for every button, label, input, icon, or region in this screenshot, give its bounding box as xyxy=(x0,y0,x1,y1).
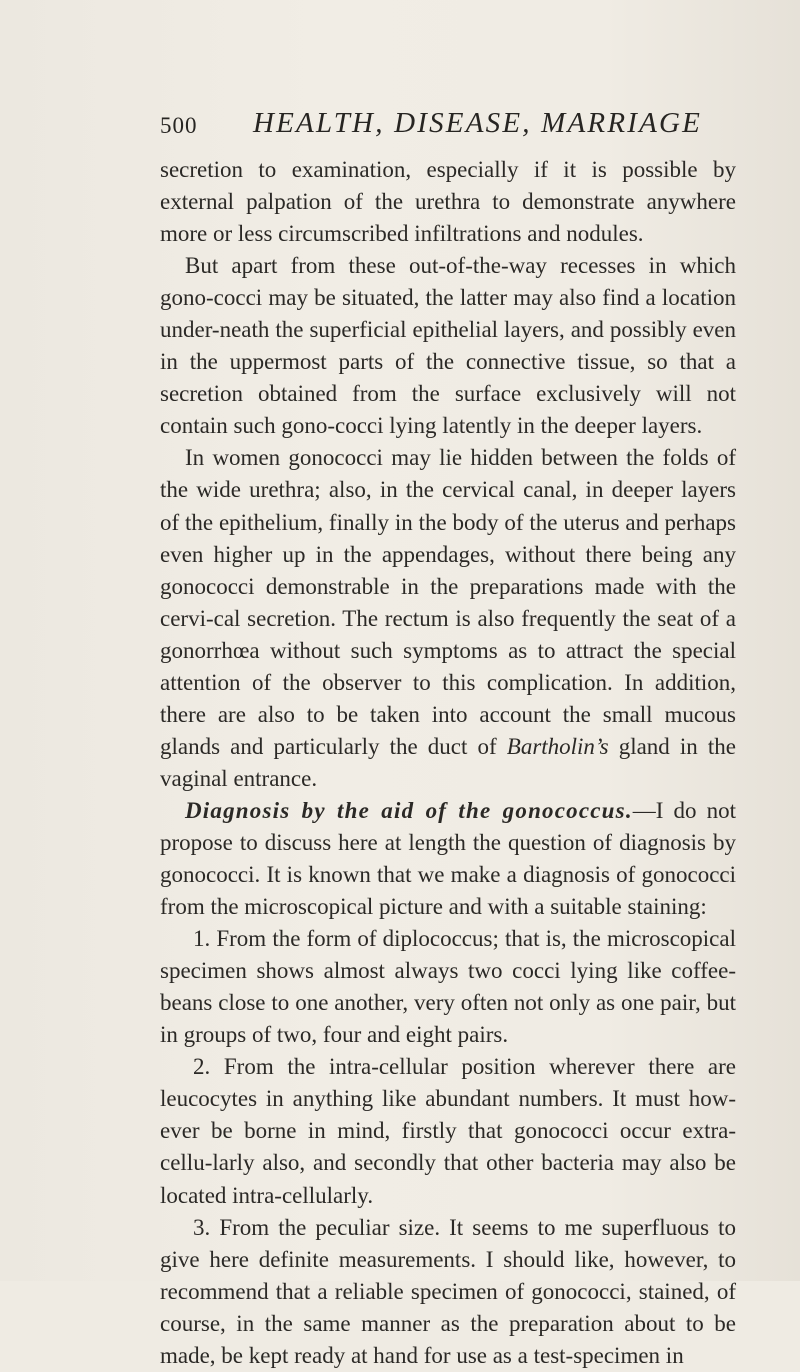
paragraph-diagnosis xyxy=(160,795,736,923)
paragraph-text: —I do not propose to discuss here at length the question of diagnosis by gonococci. It is known that we make a diagnosis of gonococci from the microscopical picture and with a suitable staining: xyxy=(160,797,736,920)
paragraph-gonococci-recesses: But apart from these out-of-the-way recesses in which gono-cocci may be situated, the latter may also find a location under-neath the superficial epithelial layers, and possibly even in the uppermost parts of the connective tissue, so that a secretion obtained from the surface exclusively will not contain such gono-cocci lying latently in the deeper layers. xyxy=(160,253,736,439)
list-item-position: 2. From the intra-cellular position wherever there are leucocytes in anything like abundant numbers. It must how-ever be borne in mind, firstly that gonococci occur extra-cellu-larly also, and secondly that other bacteria may also be located intra-cellularly. xyxy=(160,1054,736,1208)
list-item-form: 1. From the form of diplococcus; that is, the microscopical specimen shows almost always two cocci lying like coffee-beans close to one another, very often not only as one pair, but in groups of two, four and eight pairs. xyxy=(160,926,736,1048)
page-number: 500 xyxy=(160,113,198,138)
section-heading: Diagnosis by the aid of the gonococcus. xyxy=(185,797,633,823)
list-item-size: 3. From the peculiar size. It seems to me superfluous to give here definite measurements. I should like, however, to recommend that a reliable specimen of gonococci, stained, of course, in the same manner as the preparation about to be made, be kept ready at hand for use as a test-specimen in xyxy=(160,1214,736,1368)
paragraph-text: In women gonococci may lie hidden between the folds of the wide urethra; also, in the cervical canal, in deeper layers of the epithelium, finally in the body of the uterus and perhaps even higher up in the appendages, without there being any gonococci demonstrable in the preparations made with the cervi-cal secretion. The rectum is also frequently the seat of a gonorrhœa without such symptoms as to attract the special attention of the observer to this complication. In addition, there are also to be taken into account the small mucous glands and particularly the duct of xyxy=(160,445,736,759)
body-text xyxy=(160,154,736,1372)
paragraph-text: gland in the vaginal entrance. xyxy=(160,733,736,791)
italic-name: Bartholin’s xyxy=(506,733,609,759)
paragraph-continuation: secretion to examination, especially if it is possible by external palpation of the urethra to demonstrate anywhere more or less circumscribed infiltrations and nodules. xyxy=(160,157,736,247)
running-title: HEALTH, DISEASE, MARRIAGE xyxy=(253,107,703,139)
paragraph-women-gonococci xyxy=(160,442,736,795)
page-header xyxy=(160,107,720,151)
